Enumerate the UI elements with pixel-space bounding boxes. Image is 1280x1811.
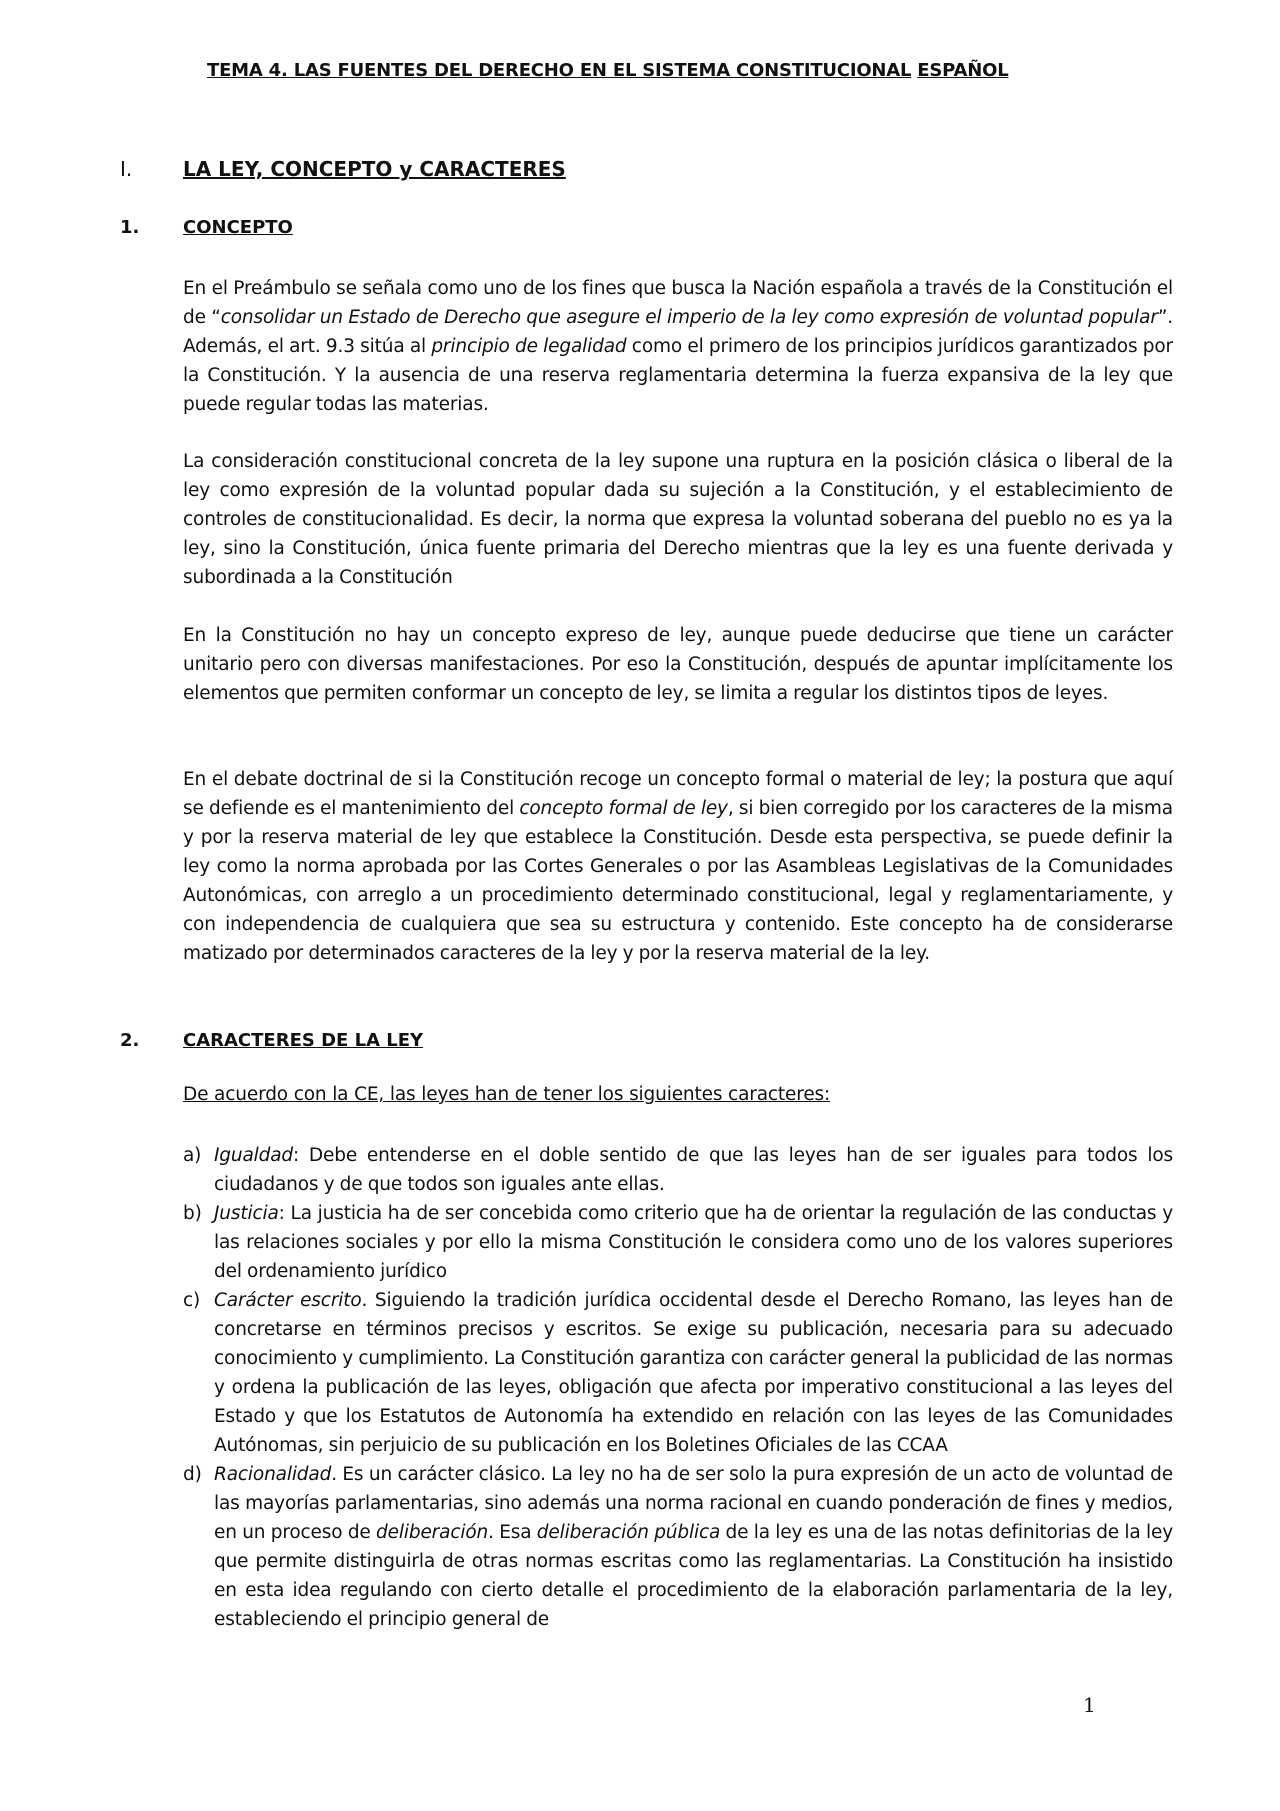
subsection-number: 2. xyxy=(120,1030,140,1051)
list-item-label: c) xyxy=(183,1290,201,1311)
list-item xyxy=(183,1286,1173,1460)
page-number: 1 xyxy=(1083,1693,1096,1717)
paragraph-concepto-expreso: En la Constitución no hay un concepto expreso de ley, aunque puede deducirse que tiene un carácter unitario pero con diversas manifestaciones. Por eso la Constitución, después de apuntar implícitamente los elementos que permiten conformar un concepto de ley, se limita a regular los distintos tipos de leyes. xyxy=(183,625,1173,704)
document-title-main: TEMA 4. LAS FUENTES DEL DERECHO EN EL SISTEMA CONSTITUCIONAL xyxy=(207,60,912,81)
list-item xyxy=(183,1141,1173,1199)
text-run: En el debate doctrinal de si la Constitución recoge un concepto formal o material de ley; la postura que aquí se defiende es el mantenimiento del xyxy=(183,769,1173,819)
subsection-title: CONCEPTO xyxy=(183,217,293,238)
subsection-number: 1. xyxy=(120,217,140,238)
list-item-label: b) xyxy=(183,1203,202,1224)
list-item-term: Justicia xyxy=(214,1203,279,1224)
list-item-term: Racionalidad xyxy=(214,1464,332,1485)
list-item-text: . Esa xyxy=(488,1522,537,1543)
paragraph-preambulo xyxy=(183,274,1173,419)
section-title: LA LEY, CONCEPTO y CARACTERES xyxy=(183,157,566,181)
list-item-text: : Debe entenderse en el doble sentido de que las leyes han de ser iguales para todos los ciudadanos y de que todos son iguales ante ellas. xyxy=(214,1145,1173,1195)
document-title xyxy=(207,60,1008,81)
caracteres-list xyxy=(183,1141,1173,1634)
list-item-text: . Es un carácter clásico. La ley no ha de ser solo la pura expresión de un acto de voluntad de las mayorías parlamentarias, sino además una norma racional en cuando ponderación de fines y medios, en un proceso de xyxy=(214,1464,1173,1543)
list-item-label: d) xyxy=(183,1464,202,1485)
section-number: I. xyxy=(120,157,133,181)
list-item-term: Carácter escrito xyxy=(214,1290,362,1311)
subsection-title: CARACTERES DE LA LEY xyxy=(183,1030,424,1051)
list-item-text-italic: deliberación xyxy=(376,1522,489,1543)
list-item xyxy=(183,1460,1173,1634)
list-item-text: : La justicia ha de ser concebida como criterio que ha de orientar la regulación de las conductas y las relaciones sociales y por ello la misma Constitución le considera como uno de los valores superiores del ordenamiento jurídico xyxy=(214,1203,1173,1282)
paragraph-debate-doctrinal xyxy=(183,765,1173,968)
text-run-italic: principio de legalidad xyxy=(431,336,627,357)
text-run: como el primero de los principios jurídicos garantizados por la Constitución. Y la ausencia de una reserva reglamentaria determina la fuerza expansiva de la ley que puede regular todas las materias. xyxy=(183,336,1173,415)
list-item-text: de la ley es una de las notas definitorias de la ley que permite distinguirla de otras normas escritas como las reglamentarias. La Constitución ha insistido en esta idea regulando con cierto detalle el procedimiento de la elaboración parlamentaria de la ley, estableciendo el principio general de xyxy=(214,1522,1173,1630)
text-run: ”. Además, el art. 9.3 sitúa al xyxy=(183,307,1173,357)
list-item-text-italic: deliberación pública xyxy=(536,1522,721,1543)
caracteres-intro: De acuerdo con la CE, las leyes han de tener los siguientes caracteres: xyxy=(183,1084,831,1105)
paragraph-consideracion: La consideración constitucional concreta de la ley supone una ruptura en la posición clásica o liberal de la ley como expresión de la voluntad popular dada su sujeción a la Constitución, y el establecimiento de controles de constitucionalidad. Es decir, la norma que expresa la voluntad soberana del pueblo no es ya la ley, sino la Constitución, única fuente primaria del Derecho mientras que la ley es una fuente derivada y subordinada a la Constitución xyxy=(183,451,1173,588)
text-run: En el Preámbulo se señala como uno de los fines que busca la Nación española a través de la Constitución el de “ xyxy=(183,278,1173,328)
document-title-end: ESPAÑOL xyxy=(917,60,1009,81)
list-item-text: . Siguiendo la tradición jurídica occidental desde el Derecho Romano, las leyes han de concretarse en términos precisos y escritos. Se exige su publicación, necesaria para su adecuado conocimiento y cumplimiento. La Constitución garantiza con carácter general la publicidad de las normas y ordena la publicación de las leyes, obligación que afecta por imperativo constitucional a las leyes del Estado y que los Estatutos de Autonomía ha extendido en relación con las leyes de las Comunidades Autónomas, sin perjuicio de su publicación en los Boletines Oficiales de las CCAA xyxy=(214,1290,1173,1456)
text-run: , si bien corregido por los caracteres de la misma y por la reserva material de ley que establece la Constitución. Desde esta perspectiva, se puede definir la ley como la norma aprobada por las Cortes Generales o por las Asambleas Legislativas de la Comunidades Autonómicas, con arreglo a un procedimiento determinado constitucional, legal y reglamentariamente, y con independencia de cualquiera que sea su estructura y contenido. Este concepto ha de considerarse matizado por determinados caracteres de la ley y por la reserva material de la ley. xyxy=(183,798,1173,964)
list-item-term: Igualdad xyxy=(214,1145,294,1166)
list-item xyxy=(183,1199,1173,1286)
text-run-italic: consolidar un Estado de Derecho que asegure el imperio de la ley como expresión de voluntad popular xyxy=(220,307,1158,328)
text-run-italic: concepto formal de ley xyxy=(519,798,728,819)
list-item-label: a) xyxy=(183,1145,202,1166)
